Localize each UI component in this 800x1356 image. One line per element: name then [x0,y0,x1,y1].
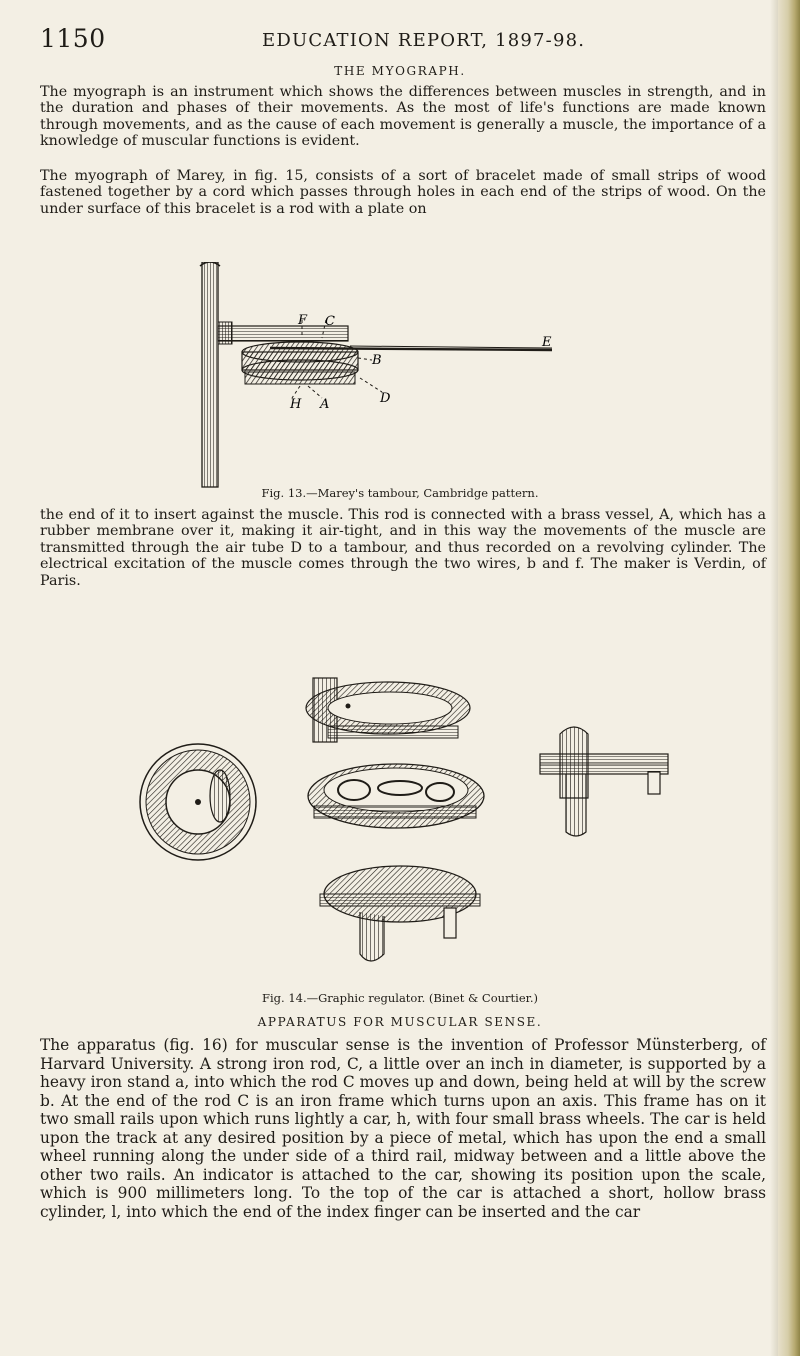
paragraph-tambour-description: the end of it to insert against the muscle. This rod is connected with a brass vessel, A, which has a rubber membrane over it, making it air-tight, and in this way the movements of the muscle are transmitted through the air tube D to a tambour, and thus recorded on a revolving cylinder. The electrical excitation of the muscle comes through the two wires, b and f. The maker is Verdin, of Paris. [40,507,766,589]
regulator-disc-middle [308,764,484,828]
label-B: B [372,353,382,368]
paragraph-marey-description: The myograph of Marey, in fig. 15, consists of a sort of bracelet made of small strips of wood fastened together by a cord which passes through holes in each end of the strips of wood. On the under surface of this bracelet is a rod with a plate on [40,168,766,217]
label-D: D [380,391,391,406]
paragraph-myograph-intro: The myograph is an instrument which shows the differences between muscles in strength, and in the duration and phases of their movements. As the most of life's functions are made known through movements, and as the cause of each movement is generally a muscle, the importance of a knowledge of muscular functions is evident. [40,84,766,150]
regulator-disc-left [140,744,256,860]
page-edge-shadow [770,0,778,1356]
section-heading-myograph: THE MYOGRAPH. [334,64,466,78]
regulator-disc-top [306,678,470,742]
regulator-disc-bottom [320,866,480,961]
tambour-stand [200,262,220,487]
label-A: A [320,397,330,412]
paragraph-muscular-sense: The apparatus (fig. 16) for muscular sense is the invention of Professor Münsterberg, of Harvard University. A strong iron rod, C, a little over an inch in diameter, is supported by a heavy iron stand a, into which the rod C moves up and down, being held at will by the screw b. At the end of the rod C is an iron frame which turns upon an axis. This frame has on it two small rails upon which runs lightly a car, h, with four small brass wheels. The car is held upon the track at any desired position by a piece of metal, which has upon the end a small wheel running along the under side of a third rail, midway between and a little above the other two rails. An indicator is attached to the car, showing its position upon the scale, which is 900 millimeters long. To the top of the car is attached a short, hollow brass cylinder, l, into which the end of the index finger can be inserted and the car [40,1036,766,1221]
label-E: E [542,335,552,350]
regulator-clamp-right [540,727,668,836]
running-title: EDUCATION REPORT, 1897-98. [262,30,586,51]
tambour-drum [242,342,358,384]
page-edge [778,0,800,1356]
figure-13-caption: Fig. 13.—Marey's tambour, Cambridge pattern. [261,486,539,500]
figure-14-graphic-regulator [138,672,678,986]
label-F: F [298,313,308,328]
figure-13-tambour [150,262,570,490]
label-C: C [325,314,335,329]
section-heading-muscular-sense: APPARATUS FOR MUSCULAR SENSE. [257,1015,543,1029]
figure-14-caption: Fig. 14.—Graphic regulator. (Binet & Courtier.) [262,991,538,1005]
page-number: 1150 [40,24,106,53]
label-H: H [290,397,302,412]
page-header [40,24,780,58]
